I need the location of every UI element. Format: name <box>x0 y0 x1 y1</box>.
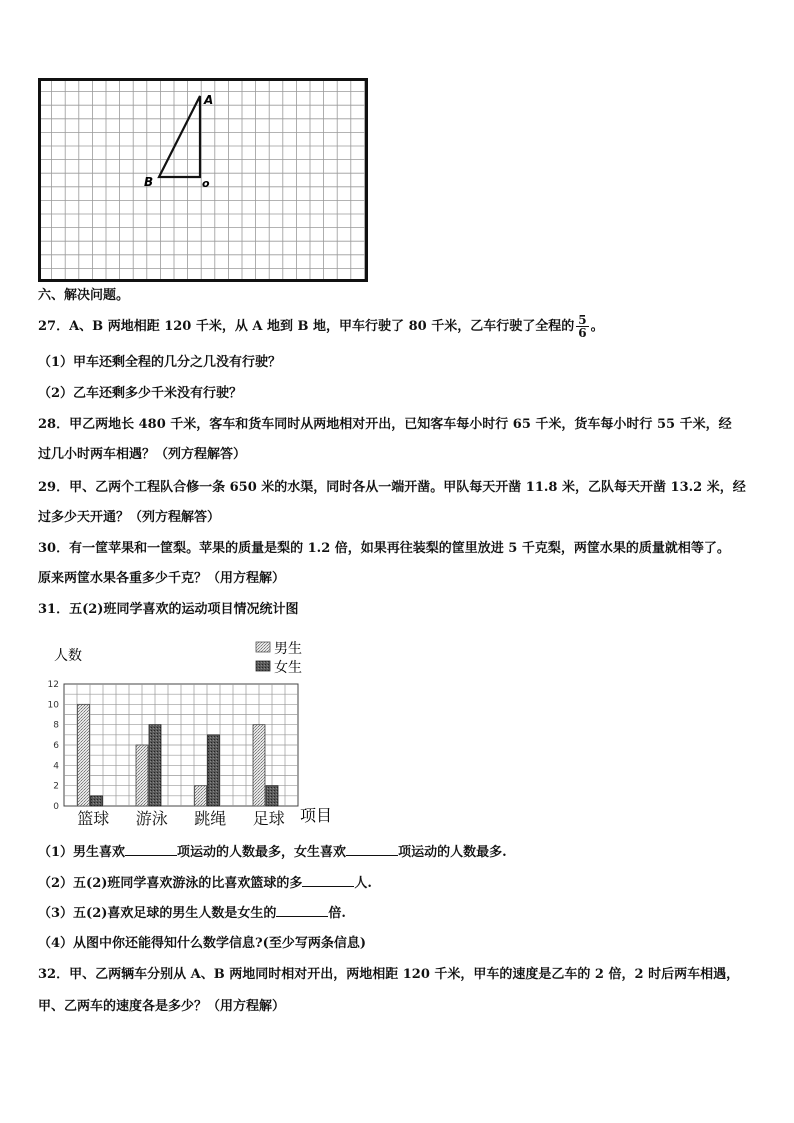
chart-bar-boys <box>136 745 148 806</box>
chart-bar-girls <box>149 725 161 806</box>
q32-line2: 甲、乙两车的速度各是多少？（用方程解） <box>38 999 286 1014</box>
q31-sub3-part2: 倍. <box>328 906 346 921</box>
q31-sub4: （4）从图中你还能得知什么数学信息?(至少写两条信息) <box>38 936 366 951</box>
q31-sub3-blank <box>276 904 328 917</box>
chart-ytick-label: 8 <box>53 720 59 731</box>
q27-fraction-numerator: 5 <box>578 313 587 327</box>
q28-line1: 28．甲乙两地长 480 千米，客车和货车同时从两地相对开出，已知客车每小时行 65 千米，货车每小时行 55 千米，经 <box>38 417 732 432</box>
legend-swatch-girls <box>256 661 270 671</box>
label-b: B <box>144 175 154 189</box>
chart-ytick-label: 10 <box>47 700 59 711</box>
chart-bar-boys <box>195 786 207 806</box>
q28-line2: 过几小时两车相遇？（列方程解答） <box>38 447 247 462</box>
q31-sub1 <box>38 843 507 862</box>
q31-sub2-part1: （2）五(2)班同学喜欢游泳的比喜欢篮球的多 <box>38 876 303 891</box>
q27-fraction <box>576 314 588 339</box>
chart-categories <box>77 809 285 828</box>
chart-bar-girls <box>208 735 220 806</box>
q31-sub2-part2: 人. <box>354 876 372 891</box>
q31-sub1-blank1 <box>125 843 177 856</box>
legend-label-girls: 女生 <box>274 660 302 676</box>
chart-ytick-label: 6 <box>53 741 59 751</box>
q27-sub1: （1）甲车还剩全程的几分之几没有行驶？ <box>38 355 282 370</box>
q31-sub1-part3: 项运动的人数最多. <box>398 845 507 860</box>
q30-line2: 原来两筐水果各重多少千克？（用方程解） <box>38 571 286 586</box>
chart-category-label: 足球 <box>252 809 285 828</box>
q27-question <box>38 314 604 339</box>
section-six-title: 六、解决问题。 <box>38 288 130 303</box>
q27-sub2: （2）乙车还剩多少千米没有行驶？ <box>38 386 243 401</box>
chart-yticks <box>48 680 60 812</box>
chart-ylabel: 人数 <box>54 648 82 664</box>
q31-title: 31．五(2)班同学喜欢的运动项目情况统计图 <box>38 602 299 617</box>
legend-swatch-boys <box>256 642 270 652</box>
chart-xlabel: 项目 <box>300 806 333 825</box>
chart-category-label: 跳绳 <box>194 809 227 828</box>
q27-fraction-denominator: 6 <box>578 326 587 340</box>
q30-line1: 30．有一筐苹果和一筐梨。苹果的质量是梨的 1.2 倍，如果再往装梨的筐里放进 5 千克梨，两筐水果的质量就相等了。 <box>38 541 730 556</box>
chart-bar-boys <box>78 704 90 806</box>
chart-category-label: 游泳 <box>135 809 168 828</box>
chart-ytick-label: 12 <box>47 680 59 690</box>
q31-sub1-part2: 项运动的人数最多，女生喜欢 <box>177 845 347 860</box>
q31-sub1-blank2 <box>346 843 398 856</box>
chart-ytick-label: 4 <box>53 761 59 772</box>
legend-label-boys: 男生 <box>274 641 302 657</box>
q29-line1: 29．甲、乙两个工程队合修一条 650 米的水渠，同时各从一端开凿。甲队每天开凿 11.8 米，乙队每天开凿 13.2 米，经 <box>38 480 746 495</box>
q27-tail: 。 <box>590 319 604 334</box>
q27-text: 27．A、B 两地相距 120 千米，从 A 地到 B 地，甲车行驶了 80 千米，乙车行驶了全程的 <box>38 319 575 334</box>
label-o: o <box>202 177 210 190</box>
q31-sub1-part1: （1）男生喜欢 <box>38 845 126 860</box>
chart-bar-girls <box>91 796 103 806</box>
q31-sub3-part1: （3）五(2)喜欢足球的男生人数是女生的 <box>38 906 277 921</box>
chart-bar-girls <box>266 786 278 806</box>
bar-chart <box>36 636 346 832</box>
grid-figure <box>38 78 368 282</box>
q31-sub3 <box>38 904 346 923</box>
chart-ytick-label: 2 <box>53 781 59 792</box>
q32-line1: 32．甲、乙两辆车分别从 A、B 两地同时相对开出，两地相距 120 千米，甲车的速度是乙车的 2 倍，2 时后两车相遇， <box>38 967 740 982</box>
label-a: A <box>204 93 214 107</box>
chart-category-label: 篮球 <box>77 809 110 828</box>
q31-sub2 <box>38 874 372 893</box>
q31-sub2-blank <box>302 874 354 887</box>
chart-ytick-label: 0 <box>53 802 59 812</box>
q29-line2: 过多少天开通？（列方程解答） <box>38 510 221 525</box>
chart-bar-boys <box>253 725 265 806</box>
